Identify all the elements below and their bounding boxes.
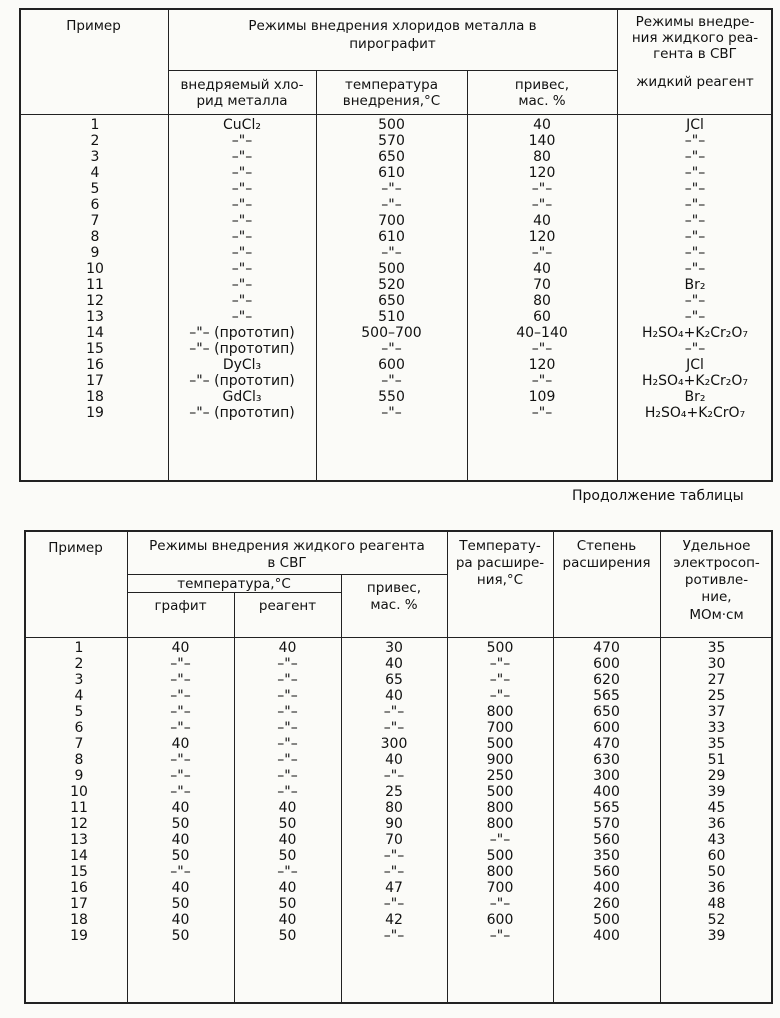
table-cell: 70 [385,832,403,848]
table-cell: 610 [378,165,405,181]
table-cell: 700 [378,213,405,229]
table-cell: 565 [593,800,620,816]
t2-header-graphite: графит [154,598,207,614]
table-cell: 8 [74,752,84,768]
table-cell: 80 [385,800,403,816]
table-cell: –"– [231,181,253,197]
table-cell: 400 [593,784,620,800]
table-cell: 520 [378,277,405,293]
table-cell: 90 [385,816,403,832]
table-cell: 500–700 [361,325,422,341]
table-cell: 80 [533,293,551,309]
table-cell: –"– (прототип) [189,373,295,389]
t2-header-reagent: реагент [258,598,317,614]
table-cell: –"– (прототип) [189,341,295,357]
table-cell: –"– (прототип) [189,325,295,341]
table-cell: 40 [278,912,297,928]
t2-line-temp-group [127,592,341,593]
table-cell: 12 [86,293,104,309]
t2-header-gain-1: привес, [366,580,422,596]
table-cell: 35 [707,640,726,656]
table-cell: 500 [486,784,514,800]
t1-header-liquid-group-1: Режимы внедре- [635,14,755,30]
table-cell: 50 [171,928,190,944]
table-cell: 600 [593,656,620,672]
table-cell: 3 [74,672,84,688]
t2-column-exp-temp [449,640,551,944]
table-cell: 630 [593,752,620,768]
t2-column-degree [555,640,658,944]
t2-divider-graphite [234,592,235,1004]
table-cell: –"– [170,656,191,672]
table-cell: –"– [381,245,402,261]
table-cell: GdCl₃ [222,389,262,405]
table-cell: 560 [593,864,620,880]
table-cell: 51 [707,752,726,768]
table-cell: 2 [74,656,84,672]
table-cell: 45 [707,800,726,816]
t1-column-example [60,117,130,421]
table-cell: –"– [231,165,253,181]
table-cell: 300 [380,736,408,752]
table-cell: –"– [170,672,191,688]
table-cell: 570 [593,816,620,832]
table-cell: 70 [533,277,551,293]
table-cell: 65 [385,672,403,688]
table-cell: 40 [278,800,297,816]
table-cell: 18 [70,912,88,928]
table-cell: 500 [486,848,514,864]
table-cell: 700 [486,720,514,736]
table-cell: –"– [381,181,402,197]
t1-divider-chloride [316,70,317,482]
table-cell: 48 [707,896,726,912]
t1-header-liquid-group-3: гента в СВГ [653,46,737,62]
table-cell: 9 [90,245,100,261]
table-cell: 50 [278,896,297,912]
t1-header-example: Пример [66,18,121,34]
t1-header-liquid-group-2: ния жидкого реа- [631,30,759,46]
table-cell: –"– [684,213,706,229]
table-cell: 500 [486,736,514,752]
table-cell: –"– [489,896,511,912]
table-cell: 570 [378,133,405,149]
t2-header-res-4: ние, [701,589,732,605]
t1-header-temp-1: температура [344,77,439,93]
t2-column-example [44,640,114,944]
table-cell: 60 [707,848,726,864]
t1-line-group [168,70,617,71]
table-cell: 14 [86,325,104,341]
table-cell: 650 [378,293,405,309]
table-cell: –"– [170,752,191,768]
table-cell: –"– [684,245,706,261]
t1-line-header [19,114,773,115]
table-cell: 4 [74,688,84,704]
table-cell: CuCl₂ [223,117,261,133]
table-cell: –"– (прототип) [189,405,295,421]
table-cell: –"– [231,309,253,325]
table-cell: –"– [277,752,298,768]
table-cell: 400 [593,928,620,944]
table-cell: 40 [533,117,551,133]
table-cell: 25 [385,784,403,800]
table-cell: 1 [90,117,100,133]
table-cell: 39 [707,784,726,800]
table-cell: –"– [684,133,706,149]
table-cell: –"– [170,704,191,720]
t2-header-res-5: МОм·см [689,607,744,623]
t2-header-res-2: электросоп- [673,555,760,571]
table-cell: –"– [489,688,511,704]
table-cell: –"– [489,928,511,944]
table-cell: JCl [686,357,704,373]
table-cell: 620 [593,672,620,688]
table-cell: –"– [684,341,706,357]
table-cell: 470 [593,640,620,656]
table-cell: –"– [383,864,405,880]
table-cell: JCl [686,117,704,133]
table-cell: 15 [70,864,88,880]
table-cell: –"– [381,405,402,421]
continuation-label: Продолжение таблицы [572,488,744,504]
table-cell: –"– [489,656,511,672]
table-cell: 50 [278,848,297,864]
table-cell: –"– [684,181,706,197]
table-cell: 27 [707,672,726,688]
table-cell: 9 [74,768,84,784]
t2-header-group-1: Режимы внедрения жидкого реагента [149,538,425,554]
t1-column-reagent [619,117,771,421]
table-cell: 43 [707,832,726,848]
table-cell: 30 [707,656,726,672]
table-cell: 8 [90,229,100,245]
table-cell: –"– [231,133,253,149]
table-cell: 50 [278,928,297,944]
table-cell: 40 [171,880,190,896]
table-cell: –"– [684,149,706,165]
table-cell: 565 [593,688,620,704]
table-cell: –"– [383,896,405,912]
table-cell: 600 [593,720,620,736]
table-cell: 800 [486,864,514,880]
table-cell: 40 [278,640,297,656]
table-cell: 17 [86,373,104,389]
table-cell: –"– [531,405,553,421]
table-cell: 350 [593,848,620,864]
table-cell: 14 [70,848,88,864]
table-cell: 120 [528,357,556,373]
t2-header-res-3: ротивле- [684,572,749,588]
table-cell: –"– [277,784,298,800]
table-cell: 17 [70,896,88,912]
table-cell: 40 [385,752,403,768]
table-cell: 800 [486,800,514,816]
t2-header-group-2: в СВГ [267,555,307,571]
table-cell: 40 [533,261,551,277]
table-cell: 260 [593,896,620,912]
table-cell: 39 [707,928,726,944]
table-cell: 52 [707,912,726,928]
table-cell: 13 [70,832,88,848]
table-cell: –"– [231,149,253,165]
table-cell: –"– [277,720,298,736]
table-cell: 470 [593,736,620,752]
t2-divider-exp-temp [553,530,554,1004]
t1-header-chloride-group-1: Режимы внедрения хлоридов металла в [248,18,537,34]
t2-header-temp-group: температура,°С [177,576,291,592]
table-cell: –"– [531,181,553,197]
table-cell: 10 [70,784,88,800]
table-cell: 50 [171,896,190,912]
table-cell: 12 [70,816,88,832]
table-cell: –"– [231,245,253,261]
table-cell: 40 [171,736,190,752]
table-cell: –"– [277,736,298,752]
table-cell: –"– [231,213,253,229]
t1-header-temp-2: внедрения,°С [342,93,441,109]
table-cell: 7 [90,213,100,229]
table-cell: 40 [171,800,190,816]
table-cell: –"– [531,245,553,261]
table-cell: –"– [381,341,402,357]
table-cell: 40 [171,912,190,928]
table-cell: 50 [171,816,190,832]
table-cell: 500 [378,261,405,277]
table-cell: 900 [486,752,514,768]
table-cell: –"– [277,656,298,672]
table-cell: 5 [90,181,100,197]
table-cell: 250 [486,768,514,784]
table-cell: 33 [707,720,726,736]
table-cell: –"– [531,373,553,389]
table-cell: –"– [684,229,706,245]
table-cell: 40 [385,656,403,672]
table-cell: –"– [383,720,405,736]
table-cell: DyCl₃ [222,357,262,373]
table-cell: –"– [231,261,253,277]
t2-header-exp-temp-1: Температу- [459,538,541,554]
table-cell: –"– [170,720,191,736]
t2-column-resistivity [662,640,771,944]
table-cell: –"– [170,688,191,704]
table-cell: 650 [593,704,620,720]
table-cell: 80 [533,149,551,165]
table-cell: –"– [684,165,706,181]
table-cell: 18 [86,389,104,405]
table-cell: 7 [74,736,84,752]
table-cell: 40 [278,832,297,848]
table-cell: 36 [707,880,726,896]
t2-header-gain-2: мас. % [370,597,418,613]
table-cell: 610 [378,229,405,245]
t2-header-exp-temp-3: ния,°С [476,572,524,588]
table-cell: –"– [231,229,253,245]
t2-line-header [24,637,773,638]
table-cell: 550 [378,389,405,405]
table-cell: 11 [70,800,88,816]
table-cell: 560 [593,832,620,848]
table-cell: 50 [278,816,297,832]
table-cell: H₂SO₄+K₂Cr₂O₇ [642,373,748,389]
table-cell: 36 [707,816,726,832]
table-cell: 47 [385,880,403,896]
table-cell: 16 [86,357,104,373]
table-cell: –"– [231,293,253,309]
table-cell: –"– [684,261,706,277]
table-cell: 120 [528,229,556,245]
table-cell: –"– [231,197,253,213]
table-cell: 40 [171,832,190,848]
table-cell: –"– [277,672,298,688]
table-cell: 13 [86,309,104,325]
table-cell: 11 [86,277,104,293]
table-cell: 140 [528,133,556,149]
table-cell: –"– [531,197,553,213]
t2-column-reagent [236,640,339,944]
t2-header-degree-2: расширения [562,555,651,571]
t1-header-chloride-2: рид металла [196,93,288,109]
t1-header-chloride-group-2: пирографит [349,36,436,52]
table-cell: 6 [74,720,84,736]
table-cell: 29 [707,768,726,784]
table-cell: 30 [385,640,403,656]
table-cell: 4 [90,165,100,181]
table-cell: –"– [170,864,191,880]
table-cell: 500 [593,912,620,928]
table-cell: –"– [381,197,402,213]
table-cell: 15 [86,341,104,357]
t2-header-res-1: Удельное [682,538,751,554]
table-cell: 40–140 [516,325,568,341]
t2-header-exp-temp-2: ра расшире- [455,555,545,571]
table-cell: H₂SO₄+K₂Cr₂O₇ [642,325,748,341]
table-cell: 16 [70,880,88,896]
table-cell: 19 [70,928,88,944]
table-cell: –"– [277,688,298,704]
table-cell: –"– [277,704,298,720]
table-cell: 37 [707,704,726,720]
table-cell: 300 [593,768,620,784]
table-cell: –"– [170,768,191,784]
table-cell: 700 [486,880,514,896]
t1-column-chloride [170,117,314,421]
table-cell: 40 [278,880,297,896]
table-cell: 400 [593,880,620,896]
table-cell: 35 [707,736,726,752]
t2-divider-reagent [341,574,342,1004]
table-cell: 120 [528,165,556,181]
table-cell: 10 [86,261,104,277]
table-cell: 600 [378,357,405,373]
t2-line-group [127,574,447,575]
table-cell: 500 [378,117,405,133]
table-cell: H₂SO₄+K₂CrO₇ [644,405,746,421]
table-cell: 50 [171,848,190,864]
table-cell: –"– [684,309,706,325]
t1-header-gain-2: мас. % [518,93,566,109]
t1-header-reagent: жидкий реагент [636,74,754,90]
table-cell: 109 [528,389,556,405]
t1-divider-temp [467,70,468,482]
table-cell: 40 [171,640,190,656]
t2-header-degree-1: Степень [576,538,637,554]
table-cell: 800 [486,816,514,832]
table-cell: 40 [385,688,403,704]
table-cell: –"– [531,341,553,357]
t1-header-gain-1: привес, [514,77,570,93]
table-cell: 6 [90,197,100,213]
table-cell: –"– [277,864,298,880]
table-cell: 50 [707,864,726,880]
t2-divider-gain [447,530,448,1004]
table-cell: 5 [74,704,84,720]
table-cell: –"– [277,768,298,784]
table-cell: –"– [489,832,511,848]
table-cell: –"– [383,768,405,784]
table-cell: 510 [378,309,405,325]
table-cell: 650 [378,149,405,165]
table-cell: 40 [533,213,551,229]
table-cell: –"– [684,197,706,213]
table-cell: –"– [383,704,405,720]
table-cell: 3 [90,149,100,165]
table-cell: 600 [486,912,514,928]
table-cell: 42 [385,912,403,928]
table-cell: Br₂ [684,277,706,293]
table-cell: 800 [486,704,514,720]
table-cell: –"– [170,784,191,800]
table-cell: –"– [383,848,405,864]
table-cell: 60 [533,309,551,325]
t1-header-chloride-1: внедряемый хло- [180,77,304,93]
table-cell: 25 [707,688,726,704]
table-cell: –"– [381,373,402,389]
t1-column-temp [318,117,465,421]
t1-column-gain [469,117,615,421]
table-cell: 1 [74,640,84,656]
t2-column-graphite [129,640,232,944]
table-cell: 2 [90,133,100,149]
table-cell: –"– [684,293,706,309]
table-cell: Br₂ [684,389,706,405]
table-cell: –"– [489,672,511,688]
table-cell: –"– [383,928,405,944]
t2-header-example: Пример [48,540,103,556]
table-cell: 500 [486,640,514,656]
table-cell: 19 [86,405,104,421]
table-cell: –"– [231,277,253,293]
t2-column-gain [343,640,445,944]
